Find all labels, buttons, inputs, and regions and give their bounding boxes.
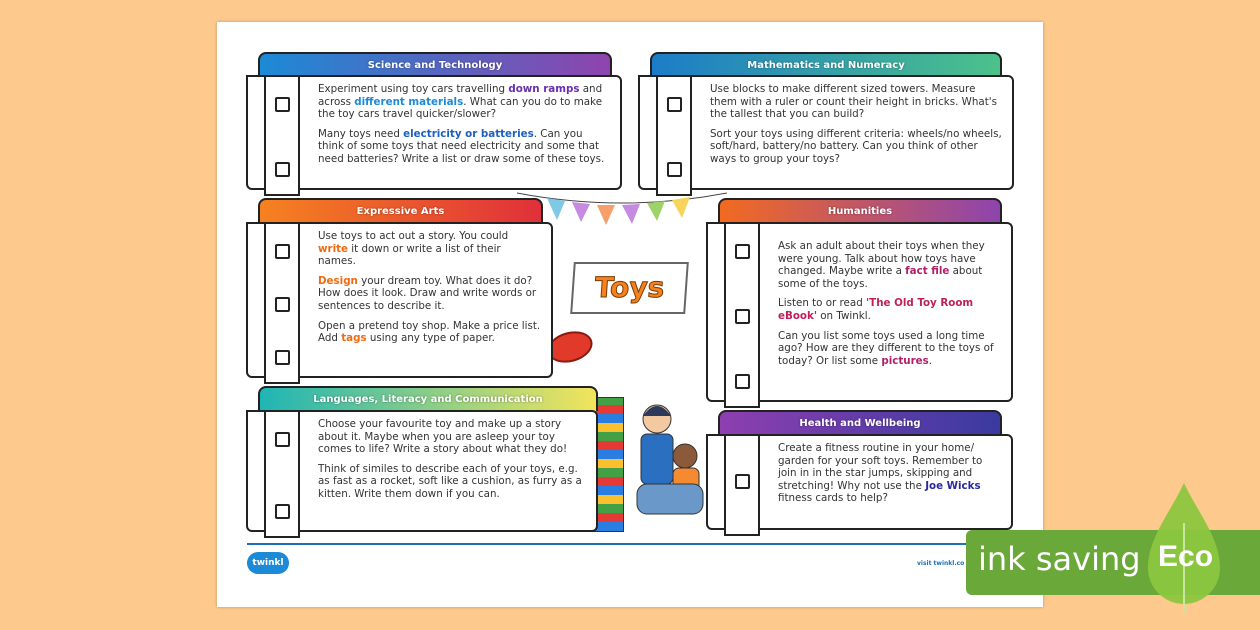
highlight-text: electricity or batteries [403, 127, 534, 140]
eco-label: Eco [1158, 540, 1214, 573]
text-segment: Ask an adult about their toys when they were young. Talk about how toys have changed. Maybe write a [778, 240, 985, 278]
text-segment: Sort your toys using different criteria: wheels/no wheels, soft/hard, battery/no battery. Can you think of other ways to group your toys? [710, 127, 1002, 165]
checklist-spine [264, 75, 300, 196]
science-panel [246, 75, 622, 190]
highlight-text: down ramps [508, 83, 580, 95]
footer-url[interactable]: visit twinkl.co [917, 560, 965, 567]
text-segment: and across [318, 83, 603, 108]
activity-paragraph [318, 275, 541, 313]
languages-text [318, 418, 586, 508]
checklist-spine [724, 222, 760, 408]
checkbox[interactable] [667, 162, 682, 177]
text-segment: Many toys need [318, 127, 404, 140]
activity-paragraph [318, 418, 586, 456]
checkbox[interactable] [735, 374, 750, 389]
footer-divider [247, 543, 1013, 545]
checkbox[interactable] [735, 309, 750, 324]
worksheet-page [217, 22, 1043, 607]
text-segment: Listen to or read [778, 297, 867, 310]
text-segment: Experiment using toy cars travelling [318, 83, 509, 95]
checkbox[interactable] [275, 162, 290, 177]
languages-panel [246, 410, 598, 532]
checklist-spine [656, 75, 692, 196]
checkbox[interactable] [275, 350, 290, 365]
health-heading: Health and Wellbeing [718, 410, 1002, 435]
text-segment: on Twinkl. [816, 309, 871, 322]
activity-paragraph [778, 442, 1001, 505]
checklist-spine [724, 434, 760, 536]
highlight-text: tags [341, 332, 367, 345]
text-segment: Choose your favourite toy and make up a story about it. Maybe when you are asleep your toy comes to life? Write a story about what they do! [318, 418, 568, 456]
maths-heading: Mathematics and Numeracy [650, 52, 1002, 77]
maths-text [710, 83, 1002, 173]
maths-panel [638, 75, 1014, 190]
text-segment: Think of similes to describe each of your toys, e.g. as fast as a rocket, soft like a cushion, as furry as a kitten. Write them down if you can. [318, 462, 582, 500]
activity-paragraph [778, 240, 1001, 290]
expressive-heading: Expressive Arts [258, 198, 543, 223]
highlight-text: write [318, 242, 349, 255]
humanities-heading: Humanities [718, 198, 1002, 223]
text-segment: Use toys to act out a story. You could [318, 230, 509, 242]
activity-paragraph [318, 128, 610, 166]
science-text [318, 83, 610, 173]
toys-title: Toys [570, 262, 689, 314]
activity-paragraph [710, 83, 1002, 121]
highlight-text: 'The Old Toy Room eBook' [778, 297, 974, 322]
activity-paragraph [318, 83, 610, 121]
science-heading: Science and Technology [258, 52, 612, 77]
text-segment: . [928, 354, 933, 367]
expressive-panel [246, 222, 553, 378]
activity-paragraph [318, 320, 541, 345]
checkbox[interactable] [667, 97, 682, 112]
activity-paragraph [710, 128, 1002, 166]
highlight-text: Joe Wicks [925, 479, 981, 492]
health-text [778, 442, 1001, 512]
checkbox[interactable] [275, 504, 290, 519]
activity-paragraph [778, 330, 1001, 368]
humanities-text [778, 240, 1001, 374]
text-segment: your dream toy. What does it do? How does it look. Draw and write words or sentences to describe it. [318, 274, 537, 312]
text-segment: Open a pretend toy shop. Make a price list. Add [318, 319, 541, 345]
text-segment: using any type of paper. [366, 332, 495, 345]
text-segment: Use blocks to make different sized towers. Measure them with a ruler or count their height in bricks. What's the tallest that you can build? [710, 83, 997, 121]
text-segment: fitness cards to help? [778, 492, 888, 505]
health-panel [706, 434, 1013, 530]
text-segment: Create a fitness routine in your home/ garden for your soft toys. Remember to join in in the star jumps, skipping and stretching! Why not use the [778, 442, 983, 492]
checkbox[interactable] [275, 432, 290, 447]
checkbox[interactable] [275, 244, 290, 259]
checkbox[interactable] [275, 297, 290, 312]
expressive-text [318, 230, 541, 352]
text-segment: Can you list some toys used a long time ago? How are they different to the toys of today? Or list some [778, 329, 994, 367]
highlight-text: fact file [905, 265, 950, 278]
checkbox[interactable] [735, 244, 750, 259]
checklist-spine [264, 410, 300, 538]
languages-heading: Languages, Literacy and Communication [258, 386, 598, 411]
children-illustration [627, 394, 707, 534]
activity-paragraph [318, 230, 541, 268]
highlight-text: different materials [354, 95, 464, 108]
text-segment: it down or write a list of their names. [318, 242, 501, 268]
ink-saving-label: ink saving [978, 540, 1141, 578]
text-segment: . What can you do to make the toy cars travel quicker/slower? [318, 95, 603, 121]
activity-paragraph [778, 297, 1001, 322]
humanities-panel [706, 222, 1013, 402]
text-segment: about some of the toys. [778, 265, 983, 290]
activity-paragraph [318, 463, 586, 501]
text-segment: . Can you think of some toys that need electricity and some that need batteries? Write a list or draw some of these toys. [318, 127, 605, 165]
checkbox[interactable] [735, 474, 750, 489]
twinkl-logo[interactable]: twinkl [247, 552, 289, 574]
highlight-text: pictures [881, 354, 929, 367]
checklist-spine [264, 222, 300, 384]
highlight-text: Design [318, 274, 358, 287]
checkbox[interactable] [275, 97, 290, 112]
